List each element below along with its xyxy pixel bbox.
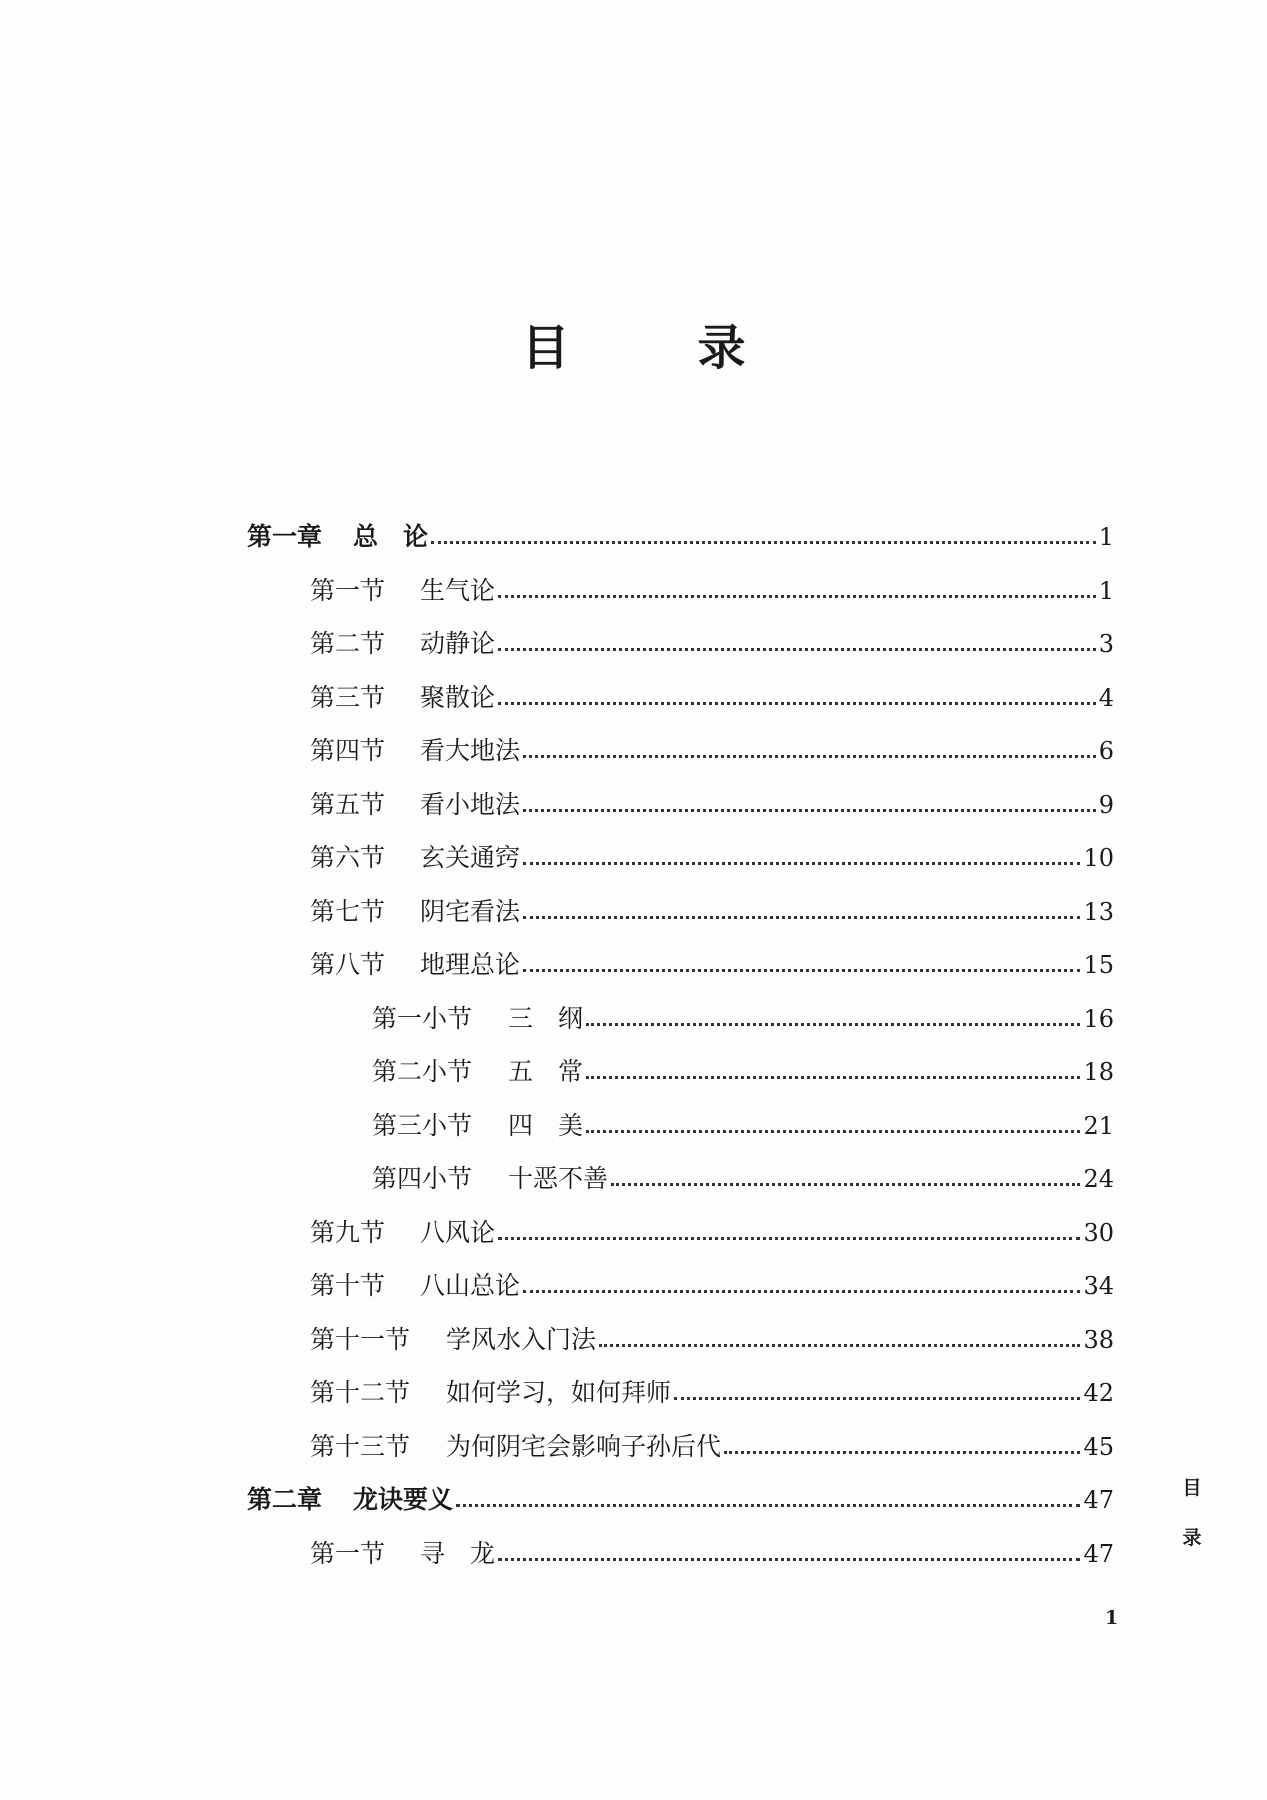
dot-leader bbox=[586, 1130, 1080, 1133]
toc-entry-page-number: 45 bbox=[1083, 1432, 1114, 1461]
toc-entry-title: 寻 龙 bbox=[420, 1538, 496, 1568]
toc-entry-page-number: 24 bbox=[1083, 1165, 1114, 1193]
toc-entry-label: 第十一节 bbox=[310, 1324, 411, 1354]
toc-entry-section bbox=[310, 1423, 1114, 1463]
toc-entry-section bbox=[310, 888, 1114, 928]
dot-leader bbox=[431, 541, 1096, 544]
dot-leader bbox=[611, 1183, 1080, 1186]
toc-entry-section bbox=[310, 567, 1114, 607]
dot-leader bbox=[523, 809, 1096, 812]
page-title: 目 录 bbox=[521, 320, 786, 376]
toc-entry-label: 第二章 bbox=[247, 1485, 323, 1514]
toc-entry-page-number: 9 bbox=[1098, 790, 1114, 819]
toc-entry-label: 第四小节 bbox=[372, 1164, 473, 1193]
toc-entry-page-number: 1 bbox=[1098, 576, 1114, 605]
toc-entry-page-number: 10 bbox=[1083, 844, 1114, 872]
toc-entry-page-number: 3 bbox=[1098, 630, 1114, 658]
toc-entry-title: 为何阴宅会影响子孙后代 bbox=[446, 1431, 722, 1461]
dot-leader bbox=[674, 1397, 1080, 1400]
toc-entry-section bbox=[310, 781, 1114, 821]
dot-leader bbox=[498, 595, 1096, 598]
toc-entry-label: 第二小节 bbox=[372, 1057, 473, 1086]
toc-entry-page-number: 15 bbox=[1083, 951, 1114, 979]
toc-entry-title: 四 美 bbox=[508, 1110, 584, 1140]
dot-leader bbox=[498, 648, 1096, 651]
toc-entry-page-number: 18 bbox=[1083, 1058, 1114, 1086]
toc-entry-page-number: 42 bbox=[1083, 1379, 1114, 1407]
toc-entry-label: 第三小节 bbox=[372, 1110, 473, 1140]
dot-leader bbox=[498, 1558, 1080, 1561]
toc-entry-label: 第一章 bbox=[247, 522, 323, 551]
dot-leader bbox=[523, 916, 1080, 919]
toc-entry-section bbox=[310, 674, 1114, 714]
toc-entry-label: 第一节 bbox=[310, 575, 386, 605]
toc-entry-section bbox=[310, 834, 1114, 874]
toc-entry-title: 五 常 bbox=[508, 1057, 584, 1086]
dot-leader bbox=[599, 1344, 1080, 1347]
dot-leader bbox=[586, 1076, 1080, 1079]
dot-leader bbox=[523, 755, 1096, 758]
toc-entry-page-number: 13 bbox=[1083, 897, 1114, 926]
toc-entry-title: 玄关通窍 bbox=[420, 843, 521, 872]
toc-entry-label: 第十三节 bbox=[310, 1431, 411, 1461]
toc-entry-label: 第五节 bbox=[310, 789, 386, 819]
toc-entry-section bbox=[310, 1369, 1114, 1409]
toc-entry-page-number: 47 bbox=[1083, 1539, 1114, 1568]
toc-entry-page-number: 30 bbox=[1083, 1218, 1114, 1247]
toc-entry-section bbox=[310, 620, 1114, 660]
toc-entry-title: 龙诀要义 bbox=[353, 1485, 454, 1514]
toc-entry-subsection bbox=[372, 995, 1114, 1035]
toc-entry-title: 阴宅看法 bbox=[420, 896, 521, 926]
toc-entry-section bbox=[310, 1262, 1114, 1302]
toc-entry-label: 第四节 bbox=[310, 736, 386, 765]
toc-entry-label: 第八节 bbox=[310, 950, 386, 979]
toc-entry-page-number: 6 bbox=[1098, 737, 1114, 765]
toc-entry-title: 看大地法 bbox=[420, 736, 521, 765]
toc-entry-label: 第一节 bbox=[310, 1538, 386, 1568]
dot-leader bbox=[724, 1451, 1080, 1454]
dot-leader bbox=[523, 862, 1080, 865]
toc-entry-section bbox=[310, 1316, 1114, 1356]
dot-leader bbox=[523, 1290, 1080, 1293]
toc-entry-title: 聚散论 bbox=[420, 682, 496, 712]
side-tab-label bbox=[1177, 1463, 1207, 1563]
toc-entry-page-number: 16 bbox=[1083, 1004, 1114, 1033]
toc-entry-page-number: 21 bbox=[1083, 1111, 1114, 1140]
side-tab-text: 目 录 bbox=[1182, 1477, 1202, 1549]
toc-entry-section bbox=[310, 727, 1114, 767]
toc-entry-title: 如何学习，如何拜师 bbox=[446, 1378, 672, 1407]
toc-entry-label: 第二节 bbox=[310, 629, 386, 658]
toc-entry-label: 第七节 bbox=[310, 896, 386, 926]
toc-entry-title: 学风水入门法 bbox=[446, 1324, 597, 1354]
toc-entry-label: 第十节 bbox=[310, 1271, 386, 1300]
dot-leader bbox=[498, 1237, 1080, 1240]
dot-leader bbox=[586, 1023, 1080, 1026]
toc-entry-page-number: 47 bbox=[1083, 1486, 1114, 1514]
toc-entry-title: 看小地法 bbox=[420, 789, 521, 819]
dot-leader bbox=[498, 702, 1096, 705]
toc-entry-label: 第六节 bbox=[310, 843, 386, 872]
toc-entry-title: 地理总论 bbox=[420, 950, 521, 979]
toc-entry-section bbox=[310, 941, 1114, 981]
dot-leader bbox=[523, 969, 1080, 972]
toc-entry-section bbox=[310, 1209, 1114, 1249]
toc-entry-title: 三 纲 bbox=[508, 1003, 584, 1033]
toc-entry-subsection bbox=[372, 1102, 1114, 1142]
toc-entry-page-number: 1 bbox=[1098, 523, 1114, 551]
toc-entry-page-number: 38 bbox=[1083, 1325, 1114, 1354]
toc-entry-chapter bbox=[247, 513, 1114, 553]
toc-entry-title: 生气论 bbox=[420, 575, 496, 605]
page-number: 1 bbox=[1105, 1607, 1119, 1629]
toc-entry-title: 动静论 bbox=[420, 629, 496, 658]
toc-entry-title: 八风论 bbox=[420, 1217, 496, 1247]
toc-entry-title: 八山总论 bbox=[420, 1271, 521, 1300]
toc-entry-label: 第一小节 bbox=[372, 1003, 473, 1033]
toc-entry-section bbox=[310, 1530, 1114, 1570]
toc-entry-subsection bbox=[372, 1048, 1114, 1088]
toc-entry-page-number: 4 bbox=[1098, 683, 1114, 712]
toc-entry-label: 第十二节 bbox=[310, 1378, 411, 1407]
dot-leader bbox=[456, 1504, 1080, 1507]
toc-entry-subsection bbox=[372, 1155, 1114, 1195]
toc-entry-label: 第九节 bbox=[310, 1217, 386, 1247]
toc-entry-chapter bbox=[247, 1476, 1114, 1516]
toc-entry-title: 十恶不善 bbox=[508, 1164, 609, 1193]
toc-entry-label: 第三节 bbox=[310, 682, 386, 712]
toc-entry-page-number: 34 bbox=[1083, 1272, 1114, 1300]
toc-entry-title: 总 论 bbox=[353, 522, 429, 551]
